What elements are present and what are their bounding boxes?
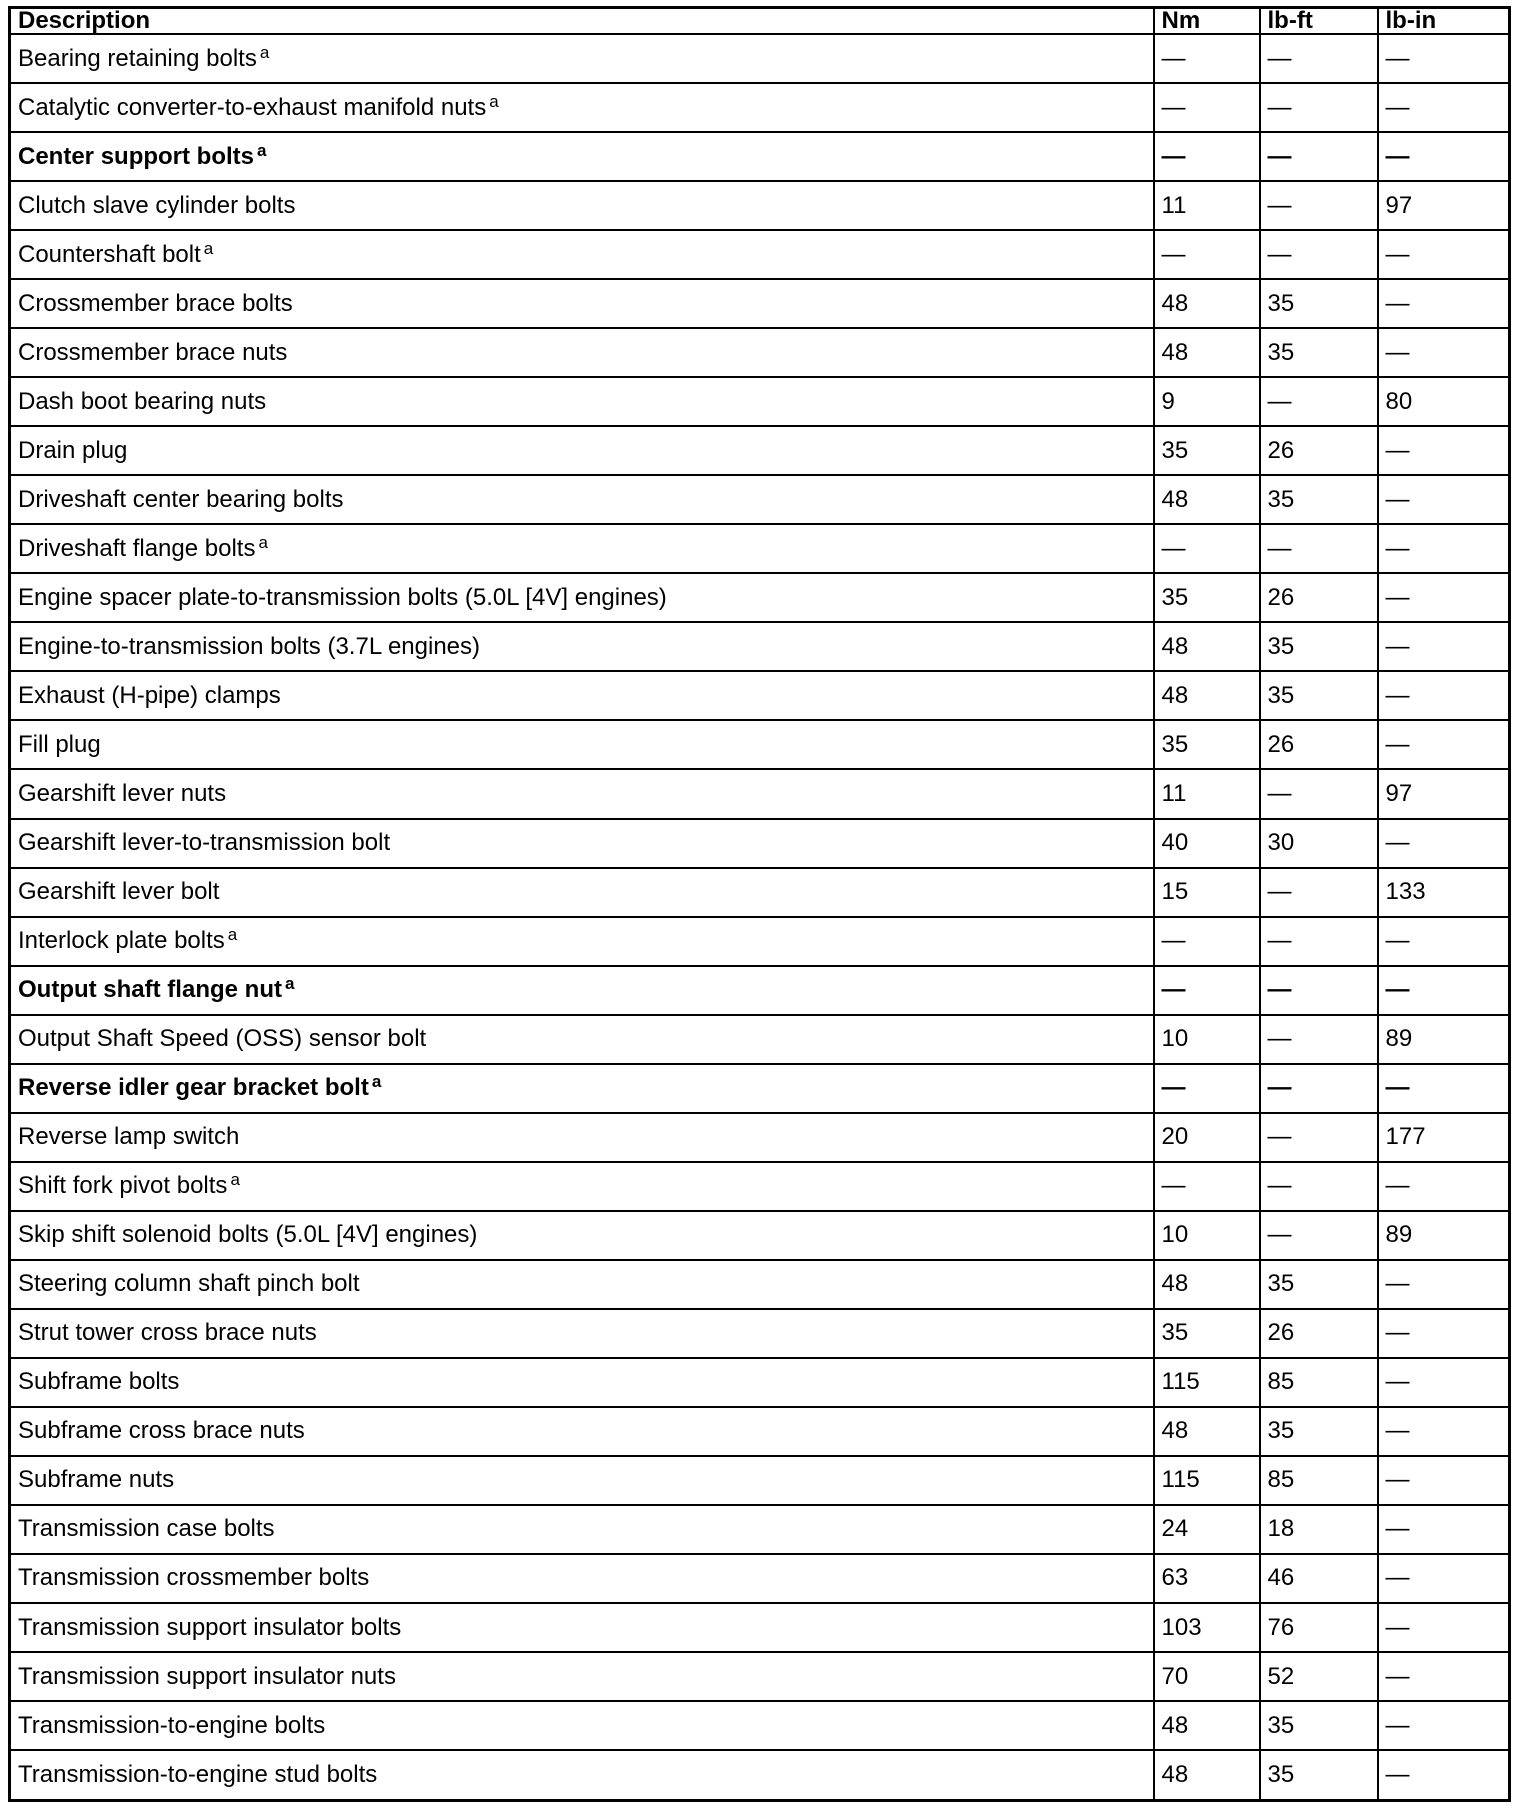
nm-cell: — [1154, 1064, 1260, 1113]
lb-ft-cell: 26 [1260, 1309, 1378, 1358]
table-row [10, 868, 1510, 917]
description-cell [10, 279, 1154, 328]
lb-ft-cell: 30 [1260, 819, 1378, 868]
table-row [10, 671, 1510, 720]
footnote-marker: a [258, 532, 268, 552]
table-row [10, 426, 1510, 475]
nm-cell: — [1154, 524, 1260, 573]
column-header-lb-in: lb-in [1378, 8, 1510, 35]
lb-ft-cell: 52 [1260, 1652, 1378, 1701]
nm-cell: 48 [1154, 671, 1260, 720]
table-row [10, 1162, 1510, 1211]
description-cell [10, 377, 1154, 426]
lb-ft-cell: — [1260, 1211, 1378, 1260]
footnote-marker: a [259, 42, 270, 62]
table-row [10, 819, 1510, 868]
nm-cell: — [1154, 917, 1260, 966]
description-cell [10, 622, 1154, 671]
description-cell [10, 573, 1154, 622]
table-row [10, 1015, 1510, 1064]
column-header-description: Description [10, 8, 1154, 35]
lb-in-cell: — [1378, 1309, 1510, 1358]
description-cell [10, 1211, 1154, 1260]
lb-ft-cell: — [1260, 1064, 1378, 1113]
description-text: Skip shift solenoid bolts (5.0L [4V] engines) [18, 1221, 478, 1249]
lb-ft-cell: — [1260, 917, 1378, 966]
lb-in-cell: — [1378, 1505, 1510, 1554]
description-cell [10, 1358, 1154, 1407]
lb-in-cell: — [1378, 132, 1510, 181]
lb-ft-cell: 26 [1260, 573, 1378, 622]
description-text: Reverse idler gear bracket bolt [18, 1074, 369, 1102]
description-cell [10, 966, 1154, 1015]
table-row [10, 1652, 1510, 1701]
nm-cell: — [1154, 34, 1260, 83]
nm-cell: 35 [1154, 720, 1260, 769]
description-cell [10, 524, 1154, 573]
lb-in-cell: — [1378, 1407, 1510, 1456]
footnote-marker: a [203, 238, 214, 258]
lb-in-cell: — [1378, 279, 1510, 328]
description-cell [10, 230, 1154, 279]
column-header-lb-ft: lb-ft [1260, 8, 1378, 35]
table-row [10, 524, 1510, 573]
footnote-marker: a [230, 1170, 240, 1190]
description-cell [10, 917, 1154, 966]
lb-in-cell: 177 [1378, 1113, 1510, 1162]
table-row [10, 1456, 1510, 1505]
description-text: Driveshaft center bearing bolts [18, 485, 344, 513]
description-text: Drain plug [18, 436, 128, 464]
description-cell [10, 1652, 1154, 1701]
table-row [10, 83, 1510, 132]
footnote-marker: a [489, 91, 499, 111]
lb-in-cell: — [1378, 475, 1510, 524]
table-row [10, 475, 1510, 524]
description-text: Subframe nuts [18, 1466, 175, 1494]
lb-in-cell: — [1378, 1260, 1510, 1309]
nm-cell: — [1154, 966, 1260, 1015]
description-text: Steering column shaft pinch bolt [18, 1270, 360, 1298]
description-text: Transmission support insulator nuts [18, 1662, 396, 1690]
lb-in-cell: — [1378, 426, 1510, 475]
table-row [10, 1260, 1510, 1309]
description-cell [10, 868, 1154, 917]
description-cell [10, 83, 1154, 132]
lb-in-cell: 89 [1378, 1015, 1510, 1064]
lb-ft-cell: 35 [1260, 622, 1378, 671]
description-text: Exhaust (H-pipe) clamps [18, 681, 281, 709]
description-text: Shift fork pivot bolts [18, 1172, 228, 1200]
description-cell [10, 720, 1154, 769]
nm-cell: 11 [1154, 769, 1260, 818]
description-cell [10, 1554, 1154, 1603]
lb-ft-cell: — [1260, 966, 1378, 1015]
lb-in-cell: — [1378, 83, 1510, 132]
description-cell [10, 671, 1154, 720]
nm-cell: 63 [1154, 1554, 1260, 1603]
table-row [10, 377, 1510, 426]
description-text: Transmission case bolts [18, 1515, 275, 1543]
description-cell [10, 1750, 1154, 1800]
description-cell [10, 1456, 1154, 1505]
table-row [10, 328, 1510, 377]
nm-cell: 115 [1154, 1358, 1260, 1407]
lb-ft-cell: — [1260, 377, 1378, 426]
description-text: Gearshift lever-to-transmission bolt [18, 829, 391, 857]
lb-ft-cell: 35 [1260, 279, 1378, 328]
lb-ft-cell: — [1260, 1113, 1378, 1162]
table-row [10, 917, 1510, 966]
column-header-nm: Nm [1154, 8, 1260, 35]
table-row [10, 573, 1510, 622]
table-row [10, 34, 1510, 83]
footnote-marker: a [284, 974, 295, 994]
table-row [10, 720, 1510, 769]
header-row [10, 8, 1510, 35]
lb-ft-cell: — [1260, 34, 1378, 83]
description-cell [10, 132, 1154, 181]
lb-in-cell: — [1378, 1603, 1510, 1652]
lb-ft-cell: 35 [1260, 671, 1378, 720]
lb-ft-cell: — [1260, 524, 1378, 573]
lb-ft-cell: 18 [1260, 1505, 1378, 1554]
description-text: Crossmember brace nuts [18, 338, 288, 366]
lb-in-cell: — [1378, 966, 1510, 1015]
description-cell [10, 475, 1154, 524]
lb-ft-cell: 85 [1260, 1358, 1378, 1407]
nm-cell: — [1154, 1162, 1260, 1211]
lb-ft-cell: — [1260, 230, 1378, 279]
table-row [10, 1113, 1510, 1162]
nm-cell: 20 [1154, 1113, 1260, 1162]
nm-cell: 11 [1154, 181, 1260, 230]
description-cell [10, 1064, 1154, 1113]
lb-in-cell: — [1378, 1064, 1510, 1113]
table-row [10, 230, 1510, 279]
lb-ft-cell: 76 [1260, 1603, 1378, 1652]
table-row [10, 132, 1510, 181]
lb-ft-cell: 35 [1260, 1407, 1378, 1456]
description-cell [10, 1162, 1154, 1211]
nm-cell: 70 [1154, 1652, 1260, 1701]
description-cell [10, 34, 1154, 83]
lb-in-cell: 89 [1378, 1211, 1510, 1260]
lb-in-cell: 80 [1378, 377, 1510, 426]
description-text: Clutch slave cylinder bolts [18, 191, 296, 219]
table-row [10, 1505, 1510, 1554]
nm-cell: 48 [1154, 1260, 1260, 1309]
lb-ft-cell: 35 [1260, 1750, 1378, 1800]
nm-cell: 35 [1154, 426, 1260, 475]
nm-cell: 35 [1154, 1309, 1260, 1358]
lb-in-cell: — [1378, 1554, 1510, 1603]
nm-cell: 15 [1154, 868, 1260, 917]
nm-cell: 40 [1154, 819, 1260, 868]
description-cell [10, 181, 1154, 230]
description-text: Transmission-to-engine stud bolts [18, 1761, 378, 1789]
lb-in-cell: 97 [1378, 769, 1510, 818]
lb-ft-cell: 35 [1260, 328, 1378, 377]
lb-ft-cell: — [1260, 1015, 1378, 1064]
nm-cell: 10 [1154, 1015, 1260, 1064]
lb-in-cell: — [1378, 1456, 1510, 1505]
lb-in-cell: — [1378, 1750, 1510, 1800]
description-text: Driveshaft flange bolts [18, 534, 256, 562]
lb-ft-cell: — [1260, 868, 1378, 917]
nm-cell: 48 [1154, 475, 1260, 524]
nm-cell: — [1154, 230, 1260, 279]
nm-cell: — [1154, 83, 1260, 132]
description-cell [10, 1701, 1154, 1750]
description-text: Catalytic converter-to-exhaust manifold nuts [18, 93, 487, 121]
lb-in-cell: — [1378, 524, 1510, 573]
table-row [10, 181, 1510, 230]
lb-in-cell: — [1378, 720, 1510, 769]
description-text: Interlock plate bolts [18, 927, 225, 955]
nm-cell: 48 [1154, 328, 1260, 377]
nm-cell: — [1154, 132, 1260, 181]
description-text: Crossmember brace bolts [18, 289, 293, 317]
lb-ft-cell: — [1260, 1162, 1378, 1211]
nm-cell: 48 [1154, 1407, 1260, 1456]
description-cell [10, 1407, 1154, 1456]
description-text: Bearing retaining bolts [18, 44, 257, 72]
description-text: Transmission crossmember bolts [18, 1564, 370, 1592]
lb-ft-cell: — [1260, 132, 1378, 181]
lb-ft-cell: 35 [1260, 1701, 1378, 1750]
table-row [10, 1750, 1510, 1800]
nm-cell: 115 [1154, 1456, 1260, 1505]
lb-in-cell: — [1378, 917, 1510, 966]
lb-in-cell: — [1378, 671, 1510, 720]
description-cell [10, 1309, 1154, 1358]
description-text: Subframe cross brace nuts [18, 1417, 305, 1445]
description-text: Output shaft flange nut [18, 976, 282, 1004]
description-cell [10, 1015, 1154, 1064]
lb-ft-cell: 35 [1260, 475, 1378, 524]
description-text: Output Shaft Speed (OSS) sensor bolt [18, 1025, 427, 1053]
lb-ft-cell: 26 [1260, 426, 1378, 475]
description-text: Subframe bolts [18, 1368, 180, 1396]
lb-in-cell: — [1378, 328, 1510, 377]
table-row [10, 769, 1510, 818]
description-text: Engine-to-transmission bolts (3.7L engines) [18, 632, 481, 660]
lb-in-cell: — [1378, 34, 1510, 83]
table-row [10, 1701, 1510, 1750]
nm-cell: 48 [1154, 279, 1260, 328]
lb-in-cell: — [1378, 573, 1510, 622]
table-row [10, 1603, 1510, 1652]
lb-ft-cell: — [1260, 83, 1378, 132]
description-cell [10, 819, 1154, 868]
nm-cell: 48 [1154, 1750, 1260, 1800]
description-text: Gearshift lever bolt [18, 878, 220, 906]
description-text: Gearshift lever nuts [18, 779, 227, 807]
nm-cell: 24 [1154, 1505, 1260, 1554]
lb-ft-cell: 26 [1260, 720, 1378, 769]
table-row [10, 1211, 1510, 1260]
torque-spec-table [8, 6, 1511, 1802]
table-body [10, 34, 1510, 1801]
description-text: Engine spacer plate-to-transmission bolts (5.0L [4V] engines) [18, 583, 667, 611]
table-row [10, 1554, 1510, 1603]
table-row [10, 279, 1510, 328]
description-cell [10, 1603, 1154, 1652]
description-text: Countershaft bolt [18, 240, 201, 268]
lb-in-cell: — [1378, 1358, 1510, 1407]
lb-in-cell: — [1378, 1701, 1510, 1750]
table-row [10, 966, 1510, 1015]
table-row [10, 1064, 1510, 1113]
lb-in-cell: 97 [1378, 181, 1510, 230]
nm-cell: 35 [1154, 573, 1260, 622]
lb-ft-cell: 35 [1260, 1260, 1378, 1309]
lb-ft-cell: 46 [1260, 1554, 1378, 1603]
nm-cell: 10 [1154, 1211, 1260, 1260]
description-text: Transmission-to-engine bolts [18, 1711, 326, 1739]
lb-in-cell: — [1378, 230, 1510, 279]
footnote-marker: a [227, 925, 238, 945]
description-text: Strut tower cross brace nuts [18, 1319, 317, 1347]
table-row [10, 622, 1510, 671]
lb-in-cell: — [1378, 1162, 1510, 1211]
description-cell [10, 426, 1154, 475]
footnote-marker: a [257, 140, 267, 160]
description-cell [10, 1505, 1154, 1554]
lb-in-cell: 133 [1378, 868, 1510, 917]
description-text: Center support bolts [18, 142, 255, 170]
lb-ft-cell: — [1260, 181, 1378, 230]
nm-cell: 103 [1154, 1603, 1260, 1652]
description-text: Dash boot bearing nuts [18, 387, 267, 415]
lb-in-cell: — [1378, 1652, 1510, 1701]
description-cell [10, 769, 1154, 818]
description-cell [10, 328, 1154, 377]
description-cell [10, 1113, 1154, 1162]
table-row [10, 1309, 1510, 1358]
nm-cell: 48 [1154, 622, 1260, 671]
footnote-marker: a [371, 1072, 382, 1092]
table-row [10, 1407, 1510, 1456]
description-text: Reverse lamp switch [18, 1123, 240, 1151]
nm-cell: 9 [1154, 377, 1260, 426]
nm-cell: 48 [1154, 1701, 1260, 1750]
description-cell [10, 1260, 1154, 1309]
lb-in-cell: — [1378, 819, 1510, 868]
description-text: Fill plug [18, 730, 101, 758]
lb-in-cell: — [1378, 622, 1510, 671]
description-text: Transmission support insulator bolts [18, 1613, 402, 1641]
lb-ft-cell: 85 [1260, 1456, 1378, 1505]
lb-ft-cell: — [1260, 769, 1378, 818]
table-row [10, 1358, 1510, 1407]
